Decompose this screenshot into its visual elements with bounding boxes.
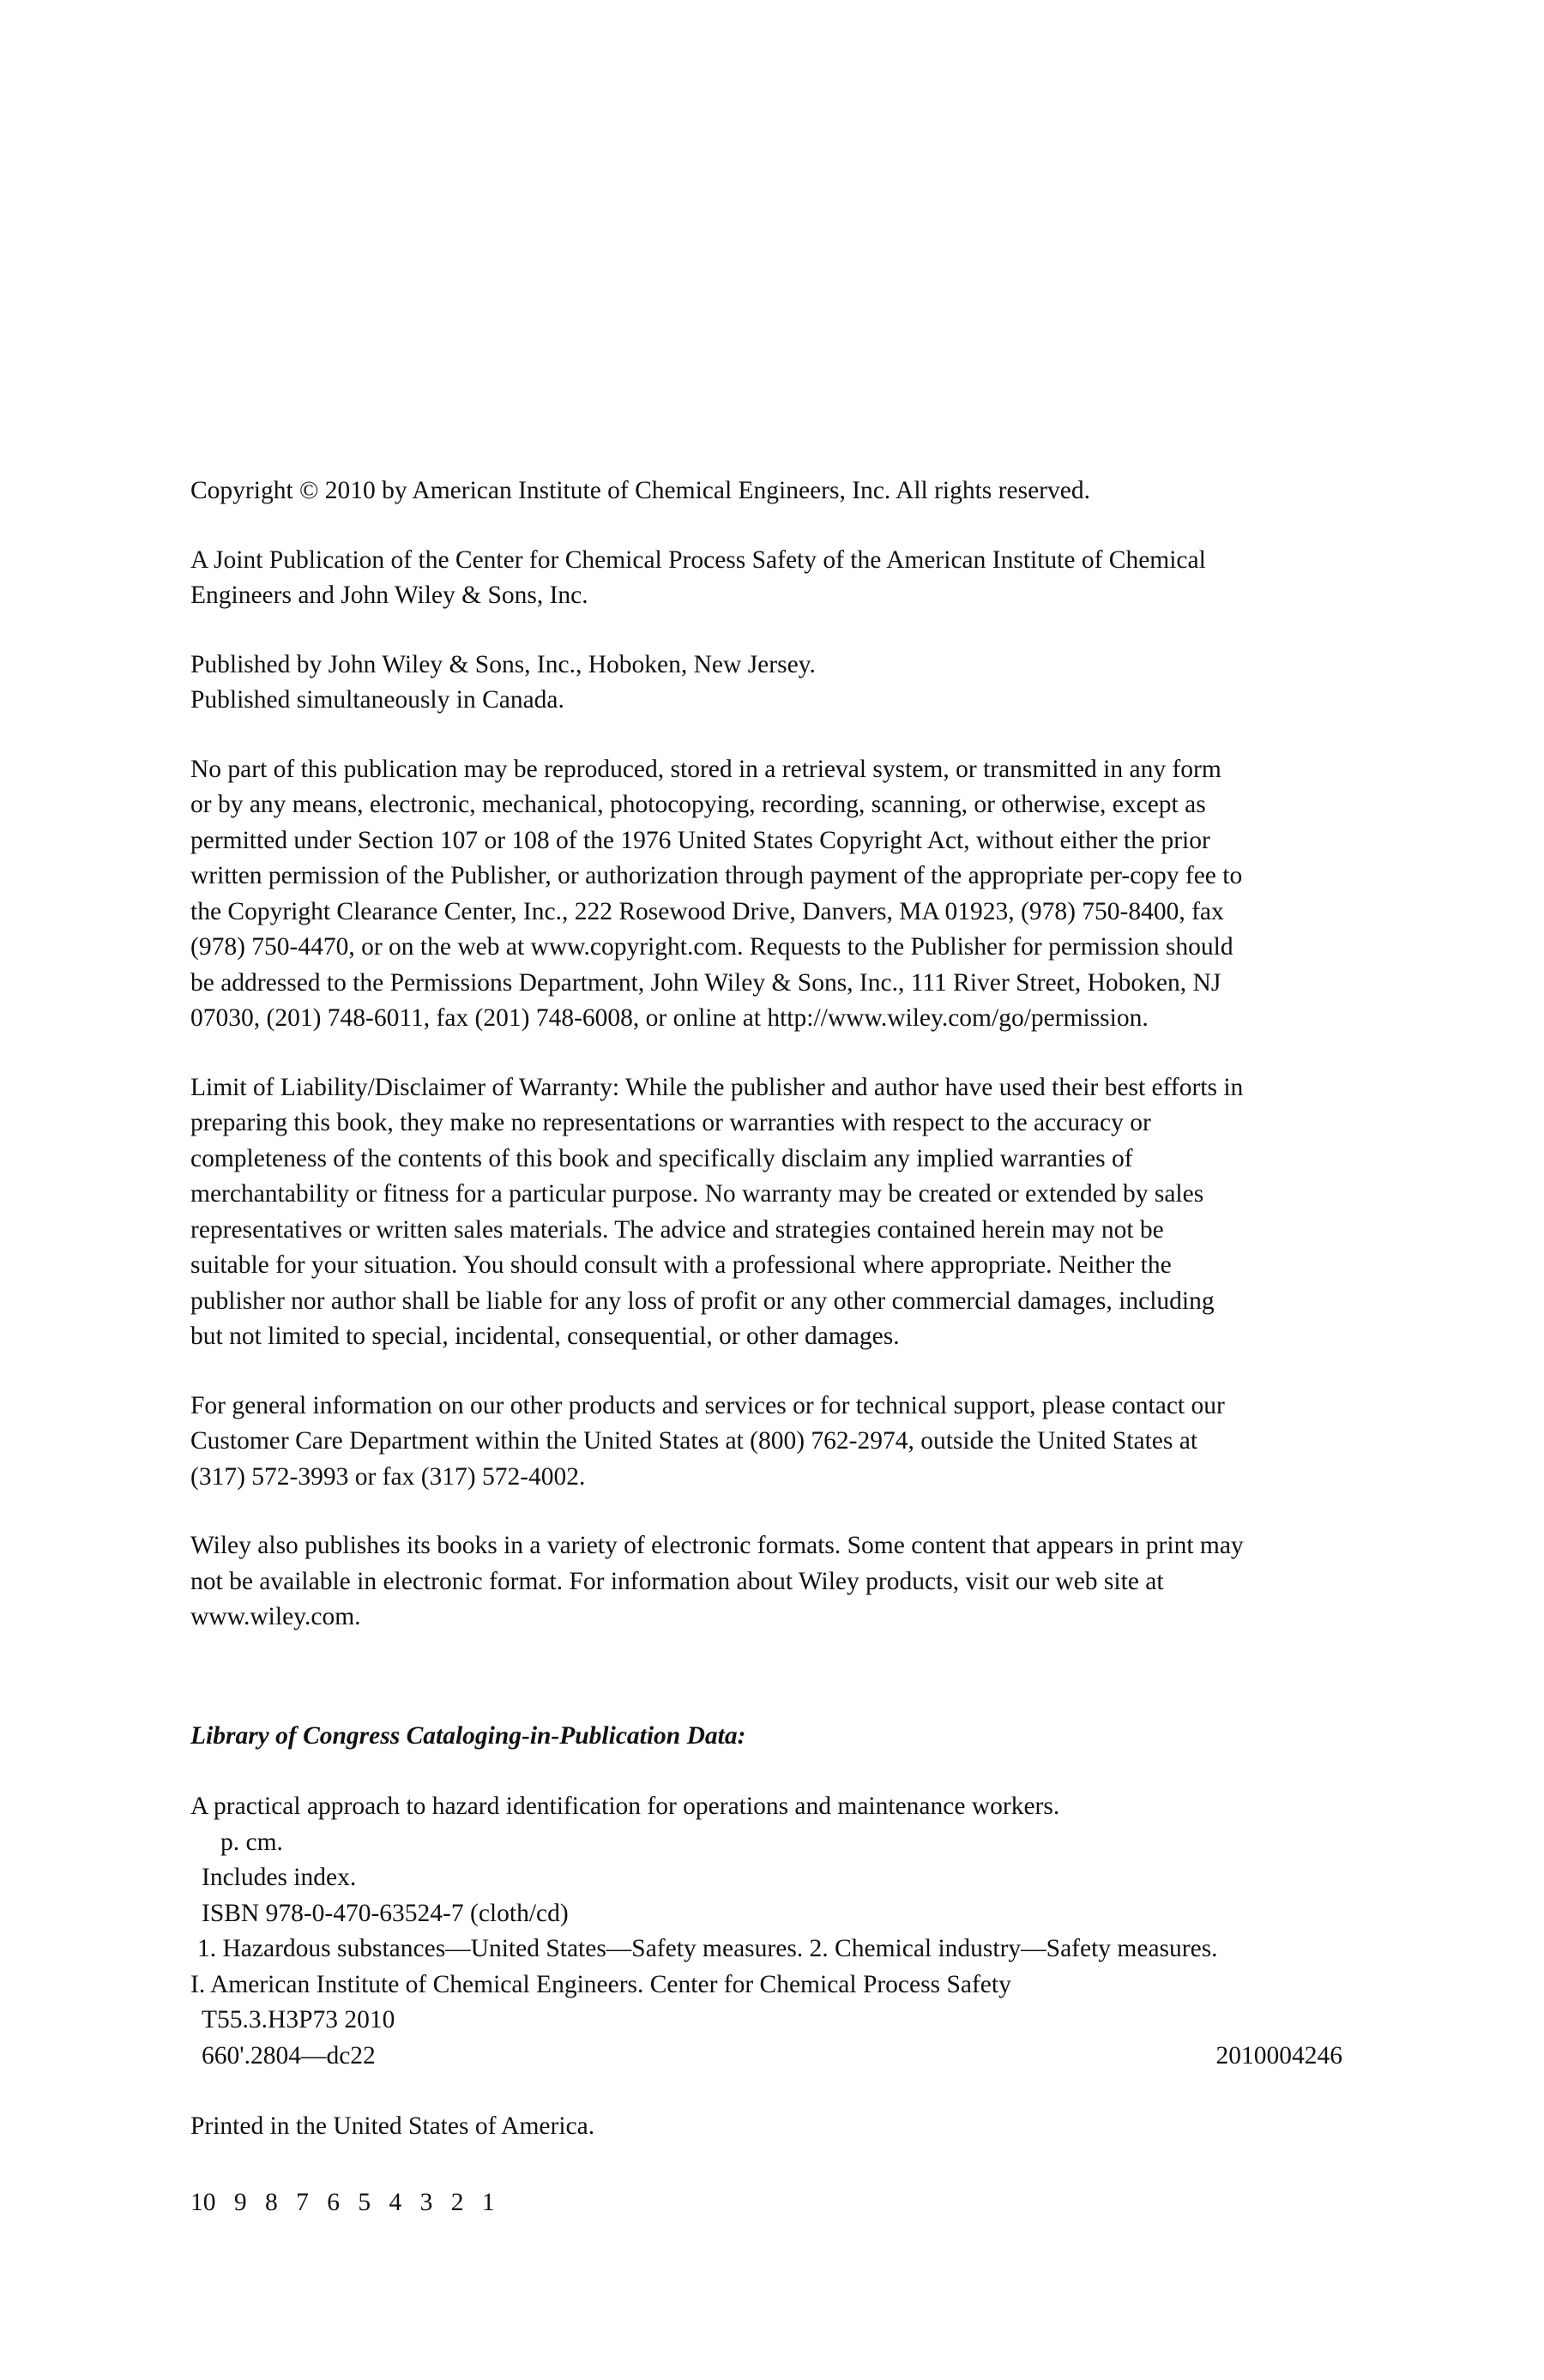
text-line: Published simultaneously in Canada. bbox=[190, 686, 564, 714]
cip-pcm: p. cm. bbox=[220, 1828, 283, 1856]
text-line: For general information on our other products and services or for technical support, please contact our bbox=[190, 1391, 1225, 1419]
text-line: 07030, (201) 748-6011, fax (201) 748-6008, or online at http://www.wiley.com/go/permission. bbox=[190, 1004, 1149, 1032]
copyright-notice bbox=[190, 473, 1408, 509]
text-line: but not limited to special, incidental, consequential, or other damages. bbox=[190, 1323, 900, 1350]
cip-subjects: 1. Hazardous substances—United States—Safety measures. 2. Chemical industry—Safety measures. bbox=[197, 1935, 1218, 1962]
text-line: representatives or written sales materials. The advice and strategies contained herein may not be bbox=[190, 1215, 1164, 1244]
text-line: written permission of the Publisher, or authorization through payment of the appropriate per-copy fee to bbox=[190, 862, 1243, 889]
cip-classification-row bbox=[190, 2039, 1342, 2075]
cip-isbn: ISBN 978-0-470-63524-7 (cloth/cd) bbox=[202, 1899, 569, 1927]
text-line: Engineers and John Wiley & Sons, Inc. bbox=[190, 581, 588, 609]
printed-in-notice bbox=[190, 2109, 1408, 2145]
general-information-paragraph bbox=[190, 1389, 1408, 1496]
cip-includes-index: Includes index. bbox=[202, 1864, 357, 1891]
cip-lccn: 2010004246 bbox=[1215, 2041, 1342, 2070]
text-line: or by any means, electronic, mechanical, photocopying, recording, scanning, or otherwise, except as bbox=[190, 791, 1206, 818]
cip-heading: Library of Congress Cataloging-in-Publication Data: bbox=[190, 1721, 746, 1750]
text-line: not be available in electronic format. For information about Wiley products, visit our web site at bbox=[190, 1567, 1164, 1595]
joint-publication-paragraph bbox=[190, 543, 1408, 614]
copyright-text-block bbox=[190, 473, 1408, 2254]
text-line: permitted under Section 107 or 108 of the 1976 United States Copyright Act, without either the prior bbox=[190, 826, 1210, 854]
text-line: www.wiley.com. bbox=[190, 1603, 361, 1630]
text-line: preparing this book, they make no representations or warranties with respect to the accuracy or bbox=[190, 1109, 1151, 1136]
copyright-line: Copyright © 2010 by American Institute of Chemical Engineers, Inc. All rights reserved. bbox=[190, 477, 1090, 504]
text-line: (978) 750-4470, or on the web at www.copyright.com. Requests to the Publisher for permission should bbox=[190, 933, 1233, 961]
text-line: A Joint Publication of the Center for Chemical Process Safety of the American Institute of Chemical bbox=[190, 545, 1206, 574]
text-line: merchantability or fitness for a particular purpose. No warranty may be created or extended by sales bbox=[190, 1180, 1204, 1208]
cip-added-entry: I. American Institute of Chemical Engineers. Center for Chemical Process Safety bbox=[190, 1970, 1011, 1998]
printing-numbers: 10 9 8 7 6 5 4 3 2 1 bbox=[190, 2188, 495, 2216]
text-line: suitable for your situation. You should consult with a professional where appropriate. Neither the bbox=[190, 1251, 1172, 1279]
cip-dewey: 660'.2804—dc22 bbox=[202, 2041, 376, 2070]
text-line: Published by John Wiley & Sons, Inc., Hoboken, New Jersey. bbox=[190, 650, 816, 678]
text-line: be addressed to the Permissions Department, John Wiley & Sons, Inc., 111 River Street, Hoboken, NJ bbox=[190, 968, 1221, 997]
cip-title: A practical approach to hazard identification for operations and maintenance workers. bbox=[190, 1793, 1060, 1820]
text-line: No part of this publication may be reproduced, stored in a retrieval system, or transmitted in any form bbox=[190, 755, 1221, 783]
text-line: publisher nor author shall be liable for any loss of profit or any other commercial damages, including bbox=[190, 1286, 1215, 1315]
liability-disclaimer-paragraph bbox=[190, 1070, 1408, 1355]
printed-in-line: Printed in the United States of America. bbox=[190, 2112, 595, 2140]
cip-call-number: T55.3.H3P73 2010 bbox=[202, 2006, 395, 2034]
text-line: Wiley also publishes its books in a variety of electronic formats. Some content that appears in print may bbox=[190, 1532, 1244, 1559]
printing-number-line bbox=[190, 2185, 1408, 2221]
reproduction-notice-paragraph bbox=[190, 752, 1408, 1037]
text-line: Limit of Liability/Disclaimer of Warranty: While the publisher and author have used their best efforts in bbox=[190, 1073, 1244, 1101]
published-paragraph bbox=[190, 648, 1408, 719]
text-line: completeness of the contents of this book and specifically disclaim any implied warranties of bbox=[190, 1144, 1133, 1172]
electronic-formats-paragraph bbox=[190, 1528, 1408, 1636]
text-line: Customer Care Department within the United States at (800) 762-2974, outside the United States at bbox=[190, 1427, 1198, 1455]
cip-data-block bbox=[190, 1789, 1408, 2074]
text-line: (317) 572-3993 or fax (317) 572-4002. bbox=[190, 1462, 586, 1491]
text-line: the Copyright Clearance Center, Inc., 222 Rosewood Drive, Danvers, MA 01923, (978) 750-8400, fax bbox=[190, 897, 1224, 925]
